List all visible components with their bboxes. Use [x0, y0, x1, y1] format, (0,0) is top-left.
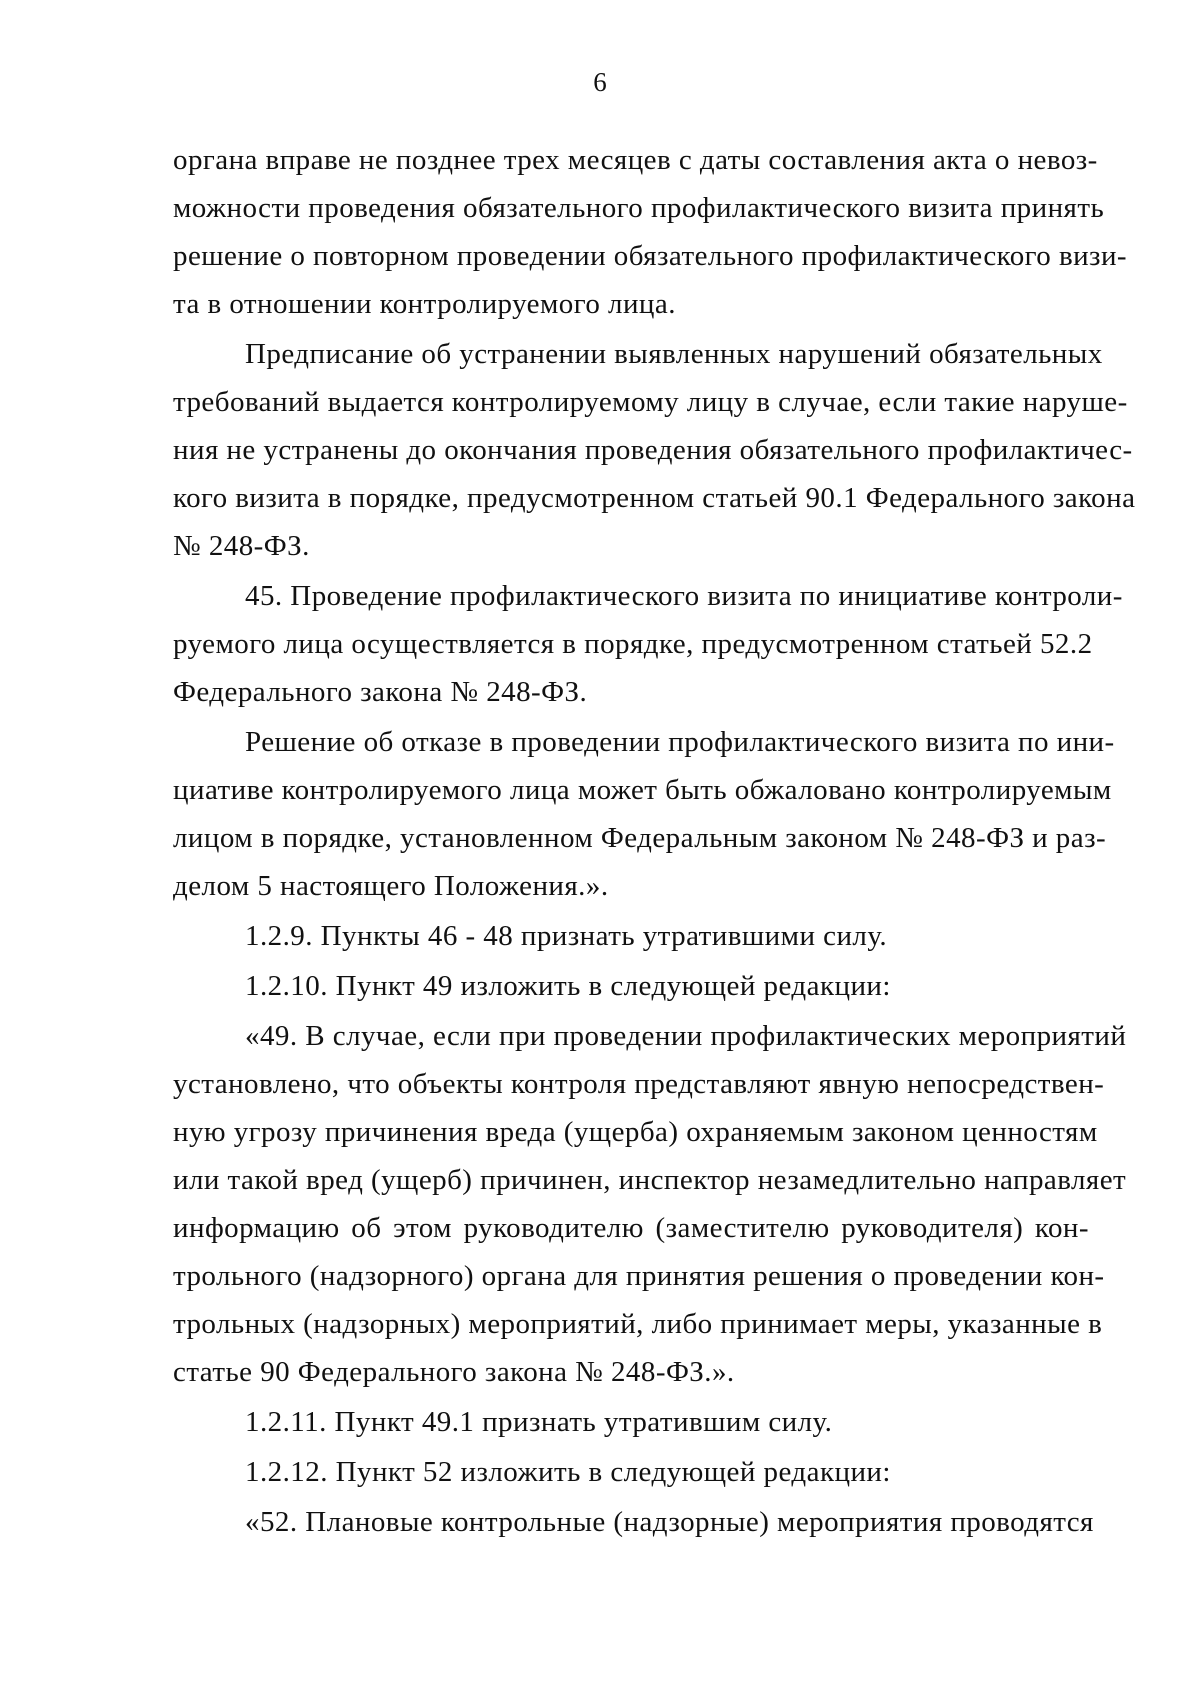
- text-line: делом 5 настоящего Положения.».: [173, 870, 609, 902]
- text-line: 45. Проведение профилактического визита по инициативе контроли-: [245, 580, 1123, 612]
- text-line: можности проведения обязательного профилактического визита принять: [173, 192, 1105, 224]
- text-line: установлено, что объекты контроля представляют явную непосредствен-: [173, 1068, 1105, 1100]
- text-line: трольного (надзорного) органа для принятия решения о проведении кон-: [173, 1260, 1105, 1292]
- text-line: решение о повторном проведении обязательного профилактического визи-: [173, 240, 1128, 272]
- text-line: 1.2.10. Пункт 49 изложить в следующей редакции:: [245, 970, 891, 1002]
- text-line: 1.2.11. Пункт 49.1 признать утратившим силу.: [245, 1406, 833, 1438]
- text-line: та в отношении контролируемого лица.: [173, 288, 676, 320]
- paragraph: [173, 572, 1123, 716]
- paragraph: [173, 330, 1136, 570]
- paragraph: [173, 1398, 1089, 1446]
- text-line: статье 90 Федерального закона № 248-ФЗ.».: [173, 1356, 735, 1388]
- text-line: трольных (надзорных) мероприятий, либо принимает меры, указанные в: [173, 1308, 1103, 1340]
- paragraph: [173, 1498, 1094, 1546]
- text-line: циативе контролируемого лица может быть обжаловано контролируемым: [173, 774, 1112, 806]
- text-line: 1.2.9. Пункты 46 - 48 признать утратившими силу.: [245, 920, 888, 952]
- text-line: или такой вред (ущерб) причинен, инспектор незамедлительно направляет: [173, 1164, 1127, 1196]
- text-line: Решение об отказе в проведении профилактического визита по ини-: [245, 726, 1115, 758]
- text-line: ния не устранены до окончания проведения обязательного профилактичес-: [173, 434, 1133, 466]
- text-line: Федерального закона № 248-ФЗ.: [173, 676, 588, 708]
- page-number: 6: [593, 67, 607, 97]
- text-line: № 248-ФЗ.: [173, 530, 310, 562]
- text-line: «49. В случае, если при проведении профилактических мероприятий: [245, 1020, 1127, 1052]
- paragraph: [173, 718, 1115, 910]
- text-line: органа вправе не позднее трех месяцев с даты составления акта о невоз-: [173, 144, 1098, 176]
- text-line: информацию об этом руководителю (заместителю руководителя) кон-: [173, 1212, 1089, 1244]
- text-line: 1.2.12. Пункт 52 изложить в следующей редакции:: [245, 1456, 891, 1488]
- text-line: ную угрозу причинения вреда (ущерба) охраняемым законом ценностям: [173, 1116, 1098, 1148]
- text-line: Предписание об устранении выявленных нарушений обязательных: [245, 338, 1103, 370]
- paragraph: [173, 1448, 1089, 1496]
- text-line: руемого лица осуществляется в порядке, предусмотренном статьей 52.2: [173, 628, 1093, 660]
- paragraph: [173, 962, 1089, 1010]
- text-line: «52. Плановые контрольные (надзорные) мероприятия проводятся: [245, 1506, 1094, 1538]
- paragraph: [173, 1012, 1127, 1396]
- paragraph: [173, 136, 1128, 328]
- document-body: [173, 136, 1136, 1546]
- text-line: кого визита в порядке, предусмотренном статьей 90.1 Федерального закона: [173, 482, 1136, 514]
- text-line: требований выдается контролируемому лицу в случае, если такие наруше-: [173, 386, 1128, 418]
- text-line: лицом в порядке, установленном Федеральным законом № 248-ФЗ и раз-: [173, 822, 1107, 854]
- paragraph: [173, 912, 1089, 960]
